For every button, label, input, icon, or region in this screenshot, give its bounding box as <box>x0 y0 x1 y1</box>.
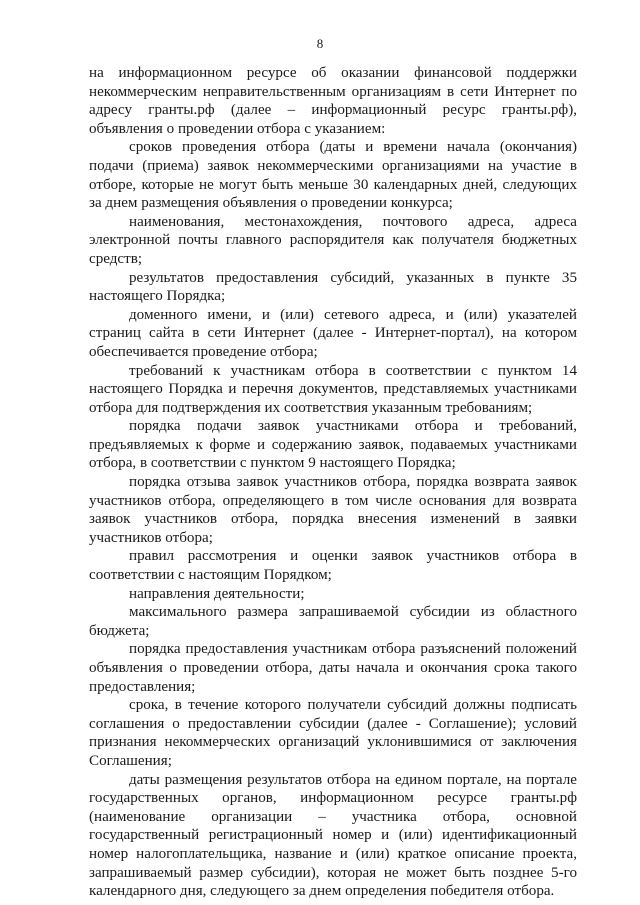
paragraph-agreement-deadline: срока, в течение которого получатели субсидий должны подписать соглашения о предоставлении субсидии (далее - Соглашение); условий признания некоммерческих организаций уклонившимися от заключения Соглашения; <box>89 697 577 769</box>
paragraph-application-withdrawal: порядка отзыва заявок участников отбора, порядка возврата заявок участников отбора, определяющего в том числе основания для возврата заявок участников отбора, порядка внесения изменений в заявки участников отбора; <box>89 474 577 546</box>
paragraph-domain-name: доменного имени, и (или) сетевого адреса, и (или) указателей страниц сайта в сети Интернет (далее - Интернет-портал), на котором обеспечивается проведение отбора; <box>89 306 577 360</box>
paragraph-clarifications: порядка предоставления участникам отбора разъяснений положений объявления о проведении отбора, даты начала и окончания срока такого предоставления; <box>89 641 577 695</box>
paragraph-subsidy-results: результатов предоставления субсидий, указанных в пункте 35 настоящего Порядка; <box>89 269 577 305</box>
paragraph-application-submission: порядка подачи заявок участниками отбора и требований, предъявляемых к форме и содержанию заявок, подаваемых участниками отбора, в соответствии с пунктом 9 настоящего Порядка; <box>89 418 577 472</box>
paragraph-selection-dates: сроков проведения отбора (даты и времени начала (окончания) подачи (приема) заявок некоммерческими организациями на участие в отборе, которые не могут быть меньше 30 календарных дней, следующих за днем размещения объявления о проведении конкурса; <box>89 139 577 212</box>
paragraph-max-subsidy: максимального размера запрашиваемой субсидии из областного бюджета; <box>89 604 577 639</box>
document-body <box>89 64 577 901</box>
paragraph-announcement-intro: на информационном ресурсе об оказании финансовой поддержки некоммерческим неправительственным организациям в сети Интернет по адресу гранты.рф (далее – информационный ресурс гранты.рф), объявления о проведении отбора с указанием: <box>89 65 577 137</box>
paragraph-participant-requirements: требований к участникам отбора в соответствии с пунктом 14 настоящего Порядка и перечня документов, представляемых участниками отбора для подтверждения их соответствия указанным требованиям; <box>89 362 577 416</box>
paragraph-results-publication: даты размещения результатов отбора на едином портале, на портале государственных органов, информационном ресурсе гранты.рф (наименование организации – участника отбора, основной государственный регистрационный номер и (или) идентификационный номер налогоплательщика, название и (или) краткое описание проекта, запрашиваемый размер субсидии), которая не может быть позднее 5-го календарного дня, следующего за днем определения победителя отбора. <box>89 771 577 900</box>
page-number: 8 <box>316 36 324 51</box>
paragraph-activity-directions: направления деятельности; <box>129 585 305 602</box>
paragraph-distributor-details: наименования, местонахождения, почтового адреса, адреса электронной почты главного распорядителя как получателя бюджетных средств; <box>89 213 577 267</box>
paragraph-review-rules: правил рассмотрения и оценки заявок участников отбора в соответствии с настоящим Порядком; <box>89 548 577 584</box>
